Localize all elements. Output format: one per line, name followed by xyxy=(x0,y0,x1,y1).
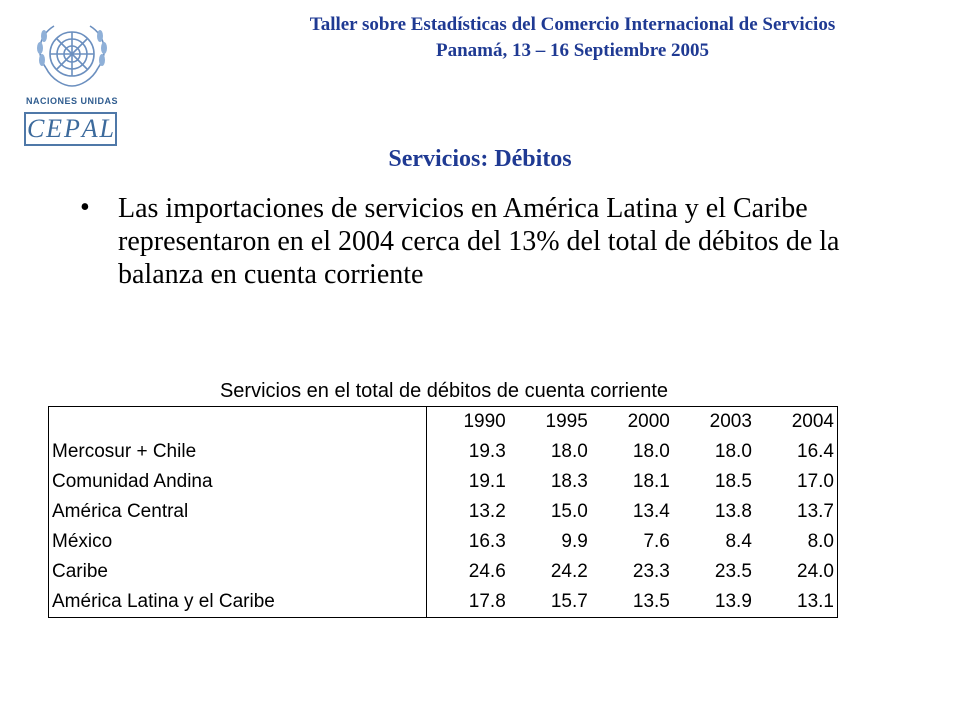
value-cell: 18.0 xyxy=(550,441,588,462)
value-cell: 24.0 xyxy=(797,561,834,582)
year-header: 1990 xyxy=(463,411,506,432)
header-empty-cell xyxy=(49,407,427,438)
header xyxy=(200,12,945,64)
table-header-row xyxy=(49,407,838,438)
value-cell: 13.5 xyxy=(632,591,670,612)
header-line-2: Panamá, 13 – 16 Septiembre 2005 xyxy=(435,40,710,61)
value-cell: 9.9 xyxy=(561,531,588,552)
logo-org-name: NACIONES UNIDAS xyxy=(25,96,118,106)
table-row xyxy=(49,497,838,527)
table-row xyxy=(49,467,838,497)
value-cell: 13.7 xyxy=(797,501,834,522)
row-label: América Latina y el Caribe xyxy=(49,587,427,618)
table-row xyxy=(49,557,838,587)
value-cell: 8.4 xyxy=(725,531,752,552)
value-cell: 19.1 xyxy=(468,471,506,492)
value-cell: 19.3 xyxy=(468,441,506,462)
row-label: México xyxy=(49,527,427,557)
bullet-text: Las importaciones de servicios en América Latina y el Caribe representaron en el 2004 cerca del 13% del total de débitos de la balanza en cuenta corriente xyxy=(118,193,840,290)
value-cell: 24.6 xyxy=(468,561,506,582)
row-label: Caribe xyxy=(49,557,427,587)
value-cell: 18.3 xyxy=(550,471,588,492)
logo-letter: C xyxy=(26,114,45,143)
logo-letter: E xyxy=(46,114,63,143)
slide-title: Servicios: Débitos xyxy=(388,146,572,172)
value-cell: 13.8 xyxy=(714,501,752,522)
value-cell: 13.9 xyxy=(714,591,752,612)
value-cell: 23.5 xyxy=(714,561,752,582)
logo-cepal-box xyxy=(24,112,117,146)
logo-letter: L xyxy=(99,114,114,143)
row-label: América Central xyxy=(49,497,427,527)
value-cell: 16.4 xyxy=(797,441,834,462)
year-header: 1995 xyxy=(545,411,588,432)
value-cell: 13.2 xyxy=(468,501,506,522)
value-cell: 18.1 xyxy=(632,471,670,492)
table-row xyxy=(49,527,838,557)
bullet-dot-icon: • xyxy=(80,192,90,223)
table-row xyxy=(49,587,838,618)
value-cell: 15.7 xyxy=(550,591,588,612)
bullet-point xyxy=(80,192,870,291)
value-cell: 17.8 xyxy=(468,591,506,612)
value-cell: 17.0 xyxy=(797,471,834,492)
un-emblem-icon xyxy=(24,18,120,94)
value-cell: 7.6 xyxy=(643,531,670,552)
row-label: Mercosur + Chile xyxy=(49,437,427,467)
value-cell: 16.3 xyxy=(468,531,506,552)
logo-letter: A xyxy=(81,114,98,143)
value-cell: 13.4 xyxy=(632,501,670,522)
value-cell: 23.3 xyxy=(632,561,670,582)
year-header: 2004 xyxy=(791,411,834,432)
value-cell: 18.5 xyxy=(714,471,752,492)
value-cell: 13.1 xyxy=(797,591,834,612)
table-title: Servicios en el total de débitos de cuenta corriente xyxy=(219,380,669,402)
value-cell: 8.0 xyxy=(807,531,834,552)
value-cell: 18.0 xyxy=(714,441,752,462)
un-cepal-logo xyxy=(24,18,120,146)
row-label: Comunidad Andina xyxy=(49,467,427,497)
header-line-1: Taller sobre Estadísticas del Comercio Internacional de Servicios xyxy=(309,14,836,35)
table-row xyxy=(49,437,838,467)
logo-letter: P xyxy=(63,114,80,143)
year-header: 2003 xyxy=(709,411,752,432)
value-cell: 24.2 xyxy=(550,561,588,582)
debits-table xyxy=(48,406,838,618)
value-cell: 18.0 xyxy=(632,441,670,462)
year-header: 2000 xyxy=(627,411,670,432)
value-cell: 15.0 xyxy=(550,501,588,522)
